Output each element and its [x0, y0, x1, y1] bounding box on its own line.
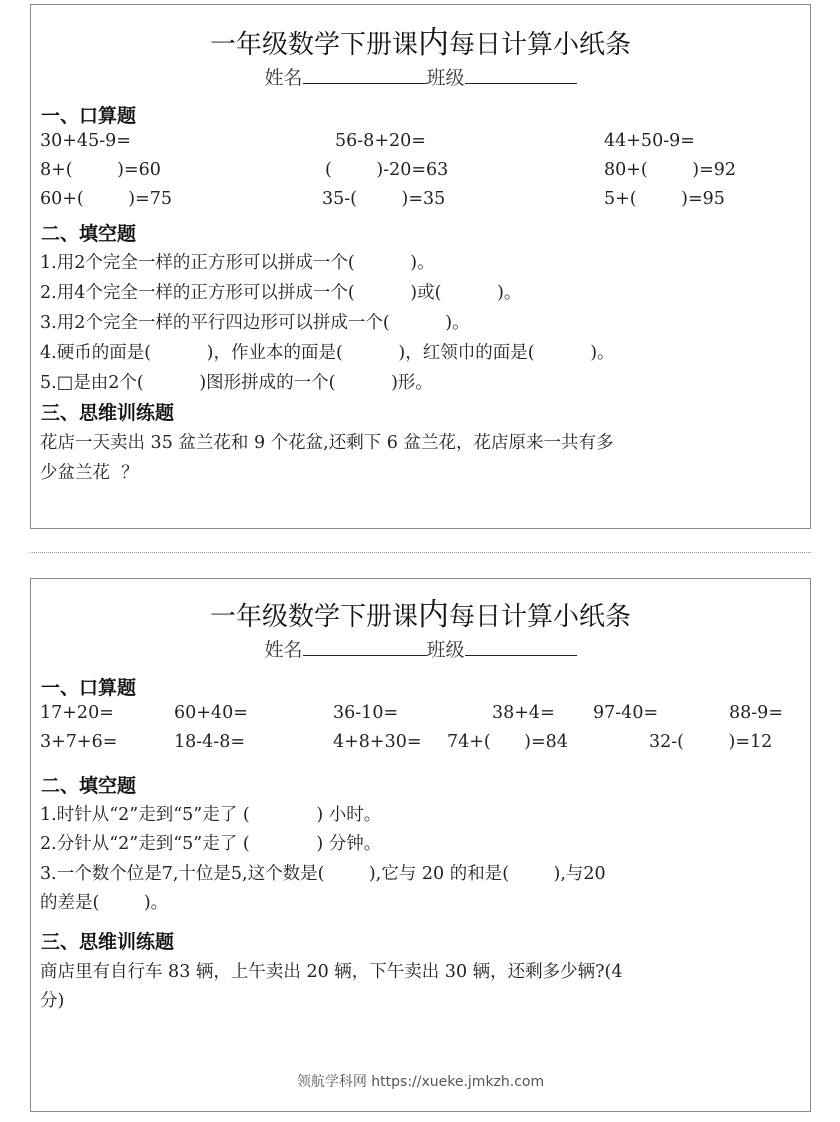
name-label: 姓名 — [264, 639, 303, 661]
problem: 44+50-9= — [604, 131, 695, 151]
fill-blank-item: 4.硬币的面是( )，作业本的面是( )，红领巾的面是( )。 — [40, 343, 615, 363]
name-label: 姓名 — [264, 67, 303, 89]
worksheet-1 — [30, 4, 811, 529]
problem: 80+( )=92 — [604, 160, 737, 180]
fill-blank-item: 3.一个数个位是7,十位是5,这个数是( ),它与 20 的和是( ),与20 — [40, 864, 606, 884]
fill-blank-item: 2.用4个完全一样的正方形可以拼成一个( )或( )。 — [40, 283, 522, 303]
problem: 36-10= — [333, 703, 399, 723]
fill-blank-item: 1.用2个完全一样的正方形可以拼成一个( )。 — [40, 253, 435, 273]
problem: ( )-20=63 — [325, 160, 449, 180]
problem: 30+45-9= — [40, 131, 131, 151]
name-class-row — [31, 63, 810, 90]
problem: 74+( )=84 — [447, 732, 568, 752]
class-blank[interactable] — [465, 66, 577, 84]
problem: 88-9= — [729, 703, 783, 723]
problem: 32-( )=12 — [649, 732, 773, 752]
fill-blank-item: 3.用2个完全一样的平行四边形可以拼成一个( )。 — [40, 313, 470, 333]
worksheet-title: 一年级数学下册课内每日计算小纸条 — [209, 25, 632, 61]
problem: 38+4= — [492, 703, 555, 723]
problem: 97-40= — [593, 703, 659, 723]
problem: 8+( )=60 — [40, 160, 161, 180]
name-blank[interactable] — [303, 66, 427, 84]
word-problem-line: 少盆兰花 ？ — [40, 463, 139, 483]
name-blank[interactable] — [303, 638, 427, 656]
word-problem-line: 花店一天卖出 35 盆兰花和 9 个花盆,还剩下 6 盆兰花，花店原来一共有多 — [40, 433, 614, 453]
name-class-row — [31, 635, 810, 662]
word-problem-line: 商店里有自行车 83 辆，上午卖出 20 辆，下午卖出 30 辆，还剩多少辆?(4 — [40, 962, 623, 982]
section-heading-thinking: 三、思维训练题 — [41, 402, 175, 424]
problem: 60+40= — [174, 703, 248, 723]
problem: 60+( )=75 — [40, 189, 173, 209]
class-label: 班级 — [426, 67, 465, 89]
section-heading-oral-calc: 一、口算题 — [41, 105, 137, 127]
section-heading-oral-calc: 一、口算题 — [41, 677, 137, 699]
fill-blank-item: 1.时针从“2”走到“5”走了 ( ) 小时。 — [40, 805, 382, 825]
class-blank[interactable] — [465, 638, 577, 656]
fill-blank-item: 5.□是由2个( )图形拼成的一个( )形。 — [40, 373, 433, 393]
section-heading-fill-blank: 二、填空题 — [41, 223, 137, 245]
section-heading-thinking: 三、思维训练题 — [41, 931, 175, 953]
source-footer: 领航学科网 https://xueke.jmkzh.com — [296, 1074, 545, 1090]
section-heading-fill-blank: 二、填空题 — [41, 775, 137, 797]
problem: 35-( )=35 — [322, 189, 446, 209]
problem: 3+7+6= — [40, 732, 118, 752]
fill-blank-item: 的差是( )。 — [40, 893, 169, 913]
problem: 18-4-8= — [174, 732, 246, 752]
fill-blank-item: 2.分针从“2”走到“5”走了 ( ) 分钟。 — [40, 834, 382, 854]
problem: 4+8+30= — [333, 732, 422, 752]
cut-line-divider — [30, 552, 811, 553]
class-label: 班级 — [426, 639, 465, 661]
worksheet-title: 一年级数学下册课内每日计算小纸条 — [209, 597, 632, 633]
problem: 56-8+20= — [335, 131, 426, 151]
word-problem-line: 分) — [40, 991, 65, 1011]
problem: 5+( )=95 — [604, 189, 725, 209]
problem: 17+20= — [40, 703, 114, 723]
worksheet-2 — [30, 578, 811, 1112]
